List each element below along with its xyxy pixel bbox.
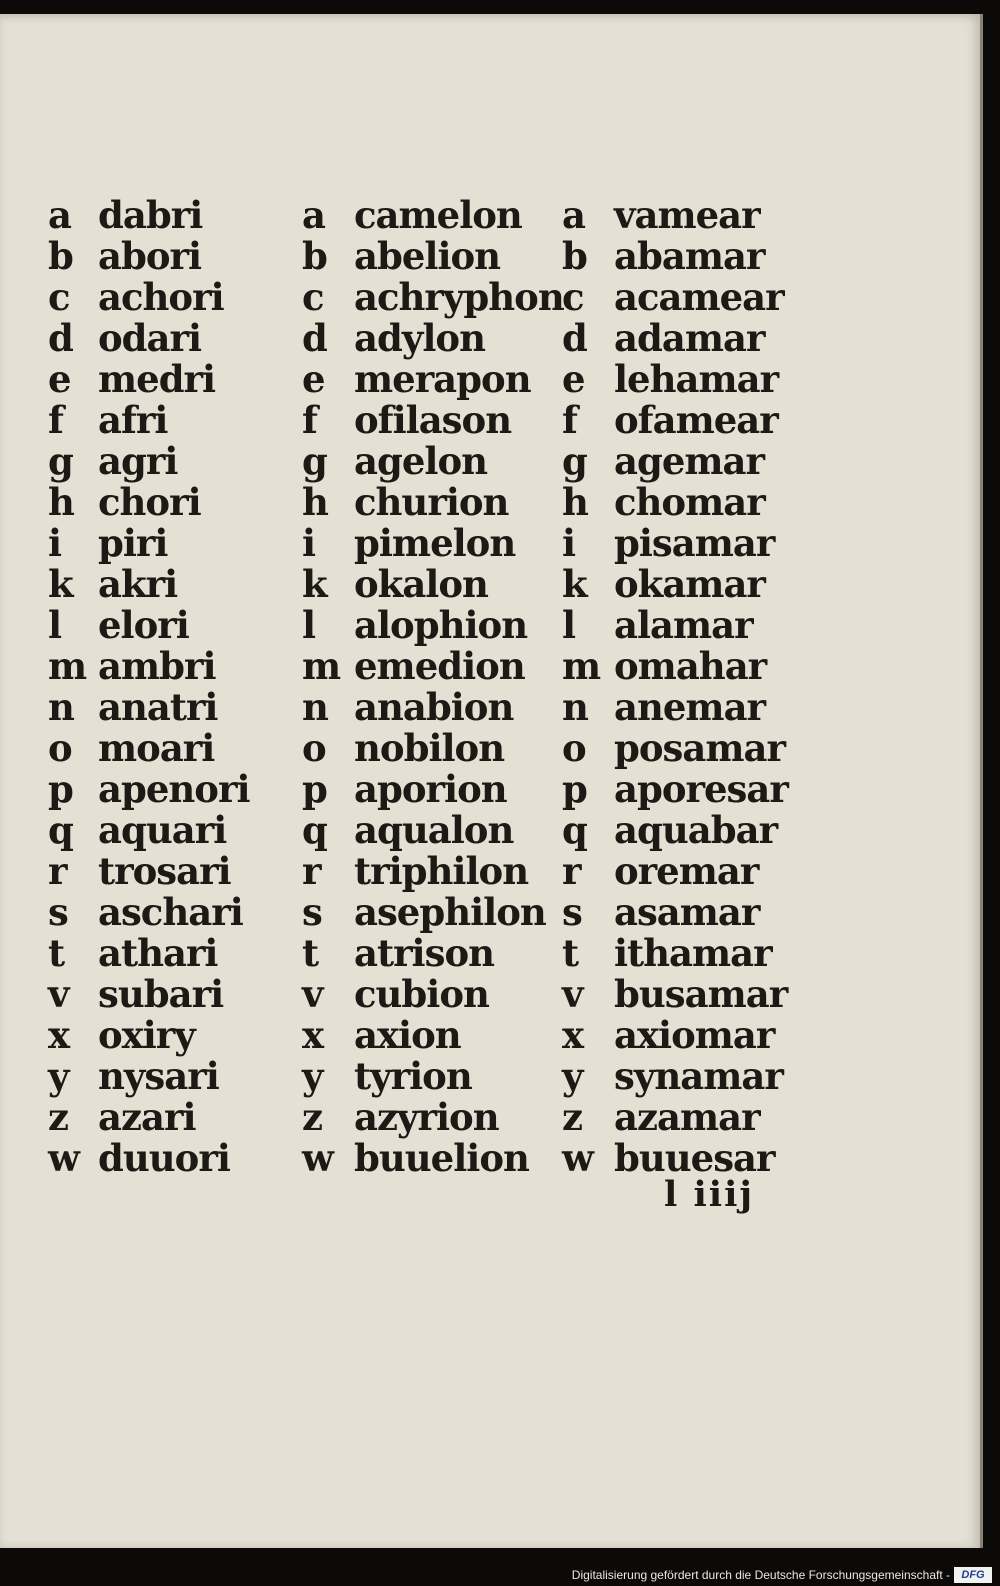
alphabet-column-2 [302,194,564,1178]
alphabet-row [302,768,564,809]
row-letter: h [48,479,74,524]
row-word: aschari [98,889,243,934]
row-word: duuori [98,1135,230,1180]
row-letter: r [562,848,581,893]
row-letter: k [562,561,587,606]
alphabet-row [302,1096,564,1137]
row-letter: s [48,889,68,934]
alphabet-row [48,1055,250,1096]
alphabet-row [302,645,564,686]
row-word: achryphon [354,274,564,319]
row-word: odari [98,315,202,360]
row-word: anatri [98,684,218,729]
row-word: athari [98,930,218,975]
alphabet-row [562,932,788,973]
row-word: subari [98,971,224,1016]
row-letter: e [562,356,585,401]
row-letter: e [48,356,71,401]
row-letter: s [562,889,582,934]
alphabet-row [562,1014,788,1055]
row-letter: w [562,1135,593,1180]
row-word: aquari [98,807,227,852]
row-letter: g [48,438,73,483]
row-word: axion [354,1012,461,1057]
alphabet-row [302,358,564,399]
row-word: apenori [98,766,250,811]
row-letter: i [48,520,62,565]
row-word: abori [98,233,202,278]
row-letter: y [562,1053,583,1098]
alphabet-row [302,317,564,358]
row-letter: k [302,561,327,606]
row-word: anabion [354,684,514,729]
alphabet-row [562,194,788,235]
alphabet-row [302,1014,564,1055]
alphabet-row [562,891,788,932]
row-word: elori [98,602,189,647]
alphabet-row [302,399,564,440]
row-letter: e [302,356,325,401]
row-word: asamar [614,889,760,934]
row-word: abelion [354,233,501,278]
row-word: azyrion [354,1094,499,1139]
alphabet-row [302,194,564,235]
row-letter: i [302,520,316,565]
row-letter: n [48,684,74,729]
row-letter: p [562,766,587,811]
row-word: alophion [354,602,528,647]
alphabet-row [302,809,564,850]
alphabet-row [302,1055,564,1096]
row-letter: v [48,971,69,1016]
alphabet-row [48,809,250,850]
row-letter: f [562,397,577,442]
row-letter: y [48,1053,69,1098]
row-word: aporesar [614,766,788,811]
row-letter: o [48,725,72,770]
row-word: churion [354,479,509,524]
row-word: ithamar [614,930,772,975]
row-letter: z [562,1094,583,1139]
row-letter: q [302,807,327,852]
row-letter: f [48,397,63,442]
row-word: merapon [354,356,531,401]
row-letter: x [302,1012,324,1057]
alphabet-row [302,891,564,932]
row-letter: x [48,1012,70,1057]
row-word: acamear [614,274,784,319]
row-letter: a [302,192,325,237]
dfg-logo: DFG [954,1567,992,1583]
row-word: aqualon [354,807,514,852]
alphabet-row [302,973,564,1014]
row-letter: n [562,684,588,729]
row-word: atrison [354,930,495,975]
alphabet-row [562,399,788,440]
row-word: busamar [614,971,788,1016]
alphabet-row [562,727,788,768]
row-word: lehamar [614,356,779,401]
alphabet-row [562,317,788,358]
row-word: axiomar [614,1012,775,1057]
row-word: buuelion [354,1135,529,1180]
row-letter: q [562,807,587,852]
alphabet-row [48,768,250,809]
row-letter: b [302,233,327,278]
alphabet-row [302,686,564,727]
row-letter: p [48,766,73,811]
row-letter: s [302,889,322,934]
alphabet-row [562,686,788,727]
row-word: pisamar [614,520,775,565]
row-word: nobilon [354,725,505,770]
alphabet-row [562,1137,788,1178]
row-word: piri [98,520,168,565]
row-letter: d [302,315,327,360]
row-letter: f [302,397,317,442]
row-word: chomar [614,479,765,524]
alphabet-row [562,563,788,604]
row-letter: d [562,315,587,360]
alphabet-row [562,973,788,1014]
alphabet-row [48,563,250,604]
row-letter: x [562,1012,584,1057]
alphabet-row [302,604,564,645]
row-word: adylon [354,315,485,360]
row-word: pimelon [354,520,516,565]
row-word: aporion [354,766,507,811]
alphabet-row [48,481,250,522]
alphabet-row [562,276,788,317]
alphabet-row [48,891,250,932]
row-word: akri [98,561,178,606]
alphabet-row [48,1137,250,1178]
alphabet-row [562,604,788,645]
row-letter: y [302,1053,323,1098]
row-letter: l [302,602,316,647]
row-letter: o [302,725,326,770]
row-letter: h [562,479,588,524]
row-letter: l [562,602,576,647]
alphabet-row [302,727,564,768]
alphabet-row [48,1096,250,1137]
row-word: aquabar [614,807,778,852]
row-letter: g [302,438,327,483]
row-word: afri [98,397,168,442]
alphabet-row [48,973,250,1014]
row-letter: a [48,192,71,237]
alphabet-row [48,645,250,686]
alphabet-row [48,235,250,276]
row-letter: c [48,274,70,319]
row-letter: n [302,684,328,729]
alphabet-row [562,645,788,686]
row-word: ofilason [354,397,512,442]
alphabet-row [48,440,250,481]
row-word: agelon [354,438,488,483]
row-word: vamear [614,192,760,237]
alphabet-column-3 [562,194,788,1178]
alphabet-row [302,1137,564,1178]
row-letter: q [48,807,73,852]
row-letter: d [48,315,73,360]
row-word: alamar [614,602,753,647]
footer-credit-text: Digitalisierung gefördert durch die Deutsche Forschungsgemeinschaft - [571,1568,950,1582]
row-word: moari [98,725,215,770]
row-word: chori [98,479,201,524]
row-letter: o [562,725,586,770]
page-signature: l iiij [664,1174,755,1215]
row-letter: c [302,274,324,319]
alphabet-row [562,235,788,276]
row-letter: v [562,971,583,1016]
row-word: medri [98,356,216,401]
row-letter: r [48,848,67,893]
alphabet-row [48,399,250,440]
row-letter: l [48,602,62,647]
alphabet-row [48,194,250,235]
row-word: asephilon [354,889,546,934]
row-word: azari [98,1094,196,1139]
row-word: dabri [98,192,203,237]
row-word: okalon [354,561,488,606]
alphabet-row [302,481,564,522]
row-word: triphilon [354,848,529,893]
alphabet-row [562,440,788,481]
row-word: anemar [614,684,766,729]
row-letter: m [48,643,87,688]
row-word: okamar [614,561,765,606]
alphabet-column-1 [48,194,250,1178]
row-word: adamar [614,315,765,360]
alphabet-row [48,276,250,317]
row-letter: g [562,438,587,483]
row-letter: t [562,930,579,975]
alphabet-row [562,768,788,809]
alphabet-row [48,604,250,645]
row-letter: t [48,930,65,975]
row-letter: z [48,1094,69,1139]
alphabet-row [562,358,788,399]
row-word: abamar [614,233,765,278]
alphabet-row [48,522,250,563]
alphabet-row [48,932,250,973]
row-letter: a [562,192,585,237]
row-letter: k [48,561,73,606]
row-word: ambri [98,643,216,688]
alphabet-row [302,440,564,481]
row-letter: m [302,643,341,688]
row-word: trosari [98,848,231,893]
row-letter: r [302,848,321,893]
row-letter: p [302,766,327,811]
alphabet-row [562,1055,788,1096]
alphabet-row [562,481,788,522]
row-word: oxiry [98,1012,195,1057]
row-word: posamar [614,725,785,770]
alphabet-row [302,932,564,973]
row-word: emedion [354,643,525,688]
alphabet-row [302,276,564,317]
row-letter: m [562,643,601,688]
alphabet-row [48,686,250,727]
row-word: agri [98,438,178,483]
alphabet-row [48,850,250,891]
row-letter: v [302,971,323,1016]
alphabet-row [562,522,788,563]
row-word: cubion [354,971,489,1016]
row-word: buuesar [614,1135,775,1180]
row-word: tyrion [354,1053,472,1098]
row-letter: c [562,274,584,319]
alphabet-row [302,235,564,276]
row-word: achori [98,274,224,319]
row-word: camelon [354,192,522,237]
row-letter: i [562,520,576,565]
alphabet-row [48,1014,250,1055]
alphabet-row [302,522,564,563]
row-letter: h [302,479,328,524]
alphabet-row [48,317,250,358]
alphabet-row [48,727,250,768]
alphabet-row [562,850,788,891]
row-letter: t [302,930,319,975]
row-word: agemar [614,438,765,483]
row-word: oremar [614,848,759,893]
alphabet-row [562,809,788,850]
row-letter: b [48,233,73,278]
alphabet-row [302,850,564,891]
alphabet-row [48,358,250,399]
row-letter: b [562,233,587,278]
alphabet-row [302,563,564,604]
row-word: ofamear [614,397,778,442]
row-letter: w [48,1135,79,1180]
alphabet-row [562,1096,788,1137]
row-letter: w [302,1135,333,1180]
row-word: nysari [98,1053,219,1098]
row-letter: z [302,1094,323,1139]
row-word: omahar [614,643,767,688]
row-word: synamar [614,1053,783,1098]
row-word: azamar [614,1094,760,1139]
